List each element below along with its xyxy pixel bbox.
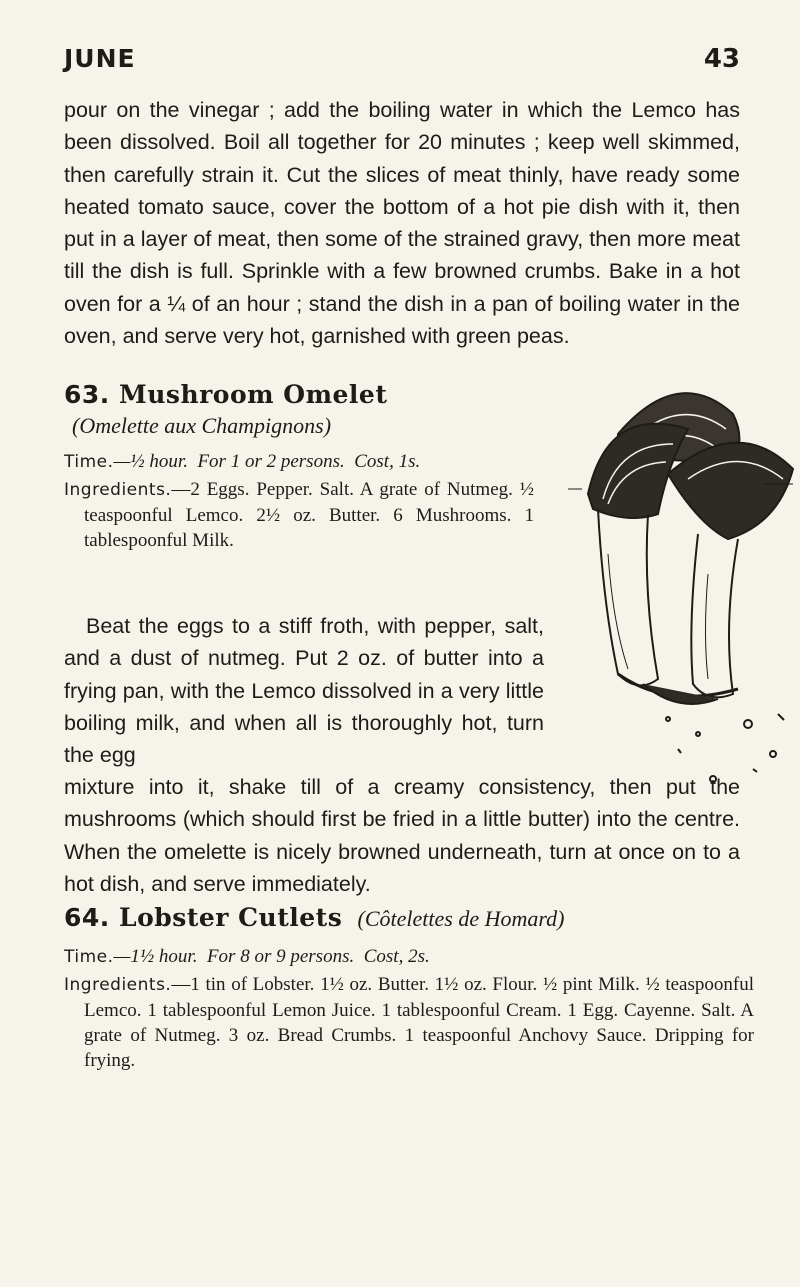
ingredients — [64, 477, 534, 553]
recipe-time-line — [64, 944, 754, 970]
recipe-name: Mushroom Omelet — [119, 380, 388, 409]
recipe-63-method-part-2: mixture into it, shake till of a creamy consistency, then put the mushrooms (which should first be fried in a little butter) into the centre. When the omelette is nicely browned underneath, turn at once on to a hot dish, and serve immediately. — [64, 775, 740, 896]
page-number: 43 — [703, 44, 740, 74]
recipe-number: 63. — [64, 380, 110, 409]
ingredients-list: —1 tin of Lobster. 1½ oz. Butter. 1½ oz. Flour. ½ pint Milk. ½ teaspoonful Lemco. 1 tablespoonful Lemon Juice. 1 tablespoonful Cream. 1 Egg. Cayenne. Salt. A grate of Nutmeg. 3 oz. Bread Crumbs. 1 teaspoonful Anchovy Sauce. Dripping for frying. — [84, 974, 754, 1071]
cost: Cost, 1s. — [354, 451, 421, 472]
mushroom-engraving-icon — [548, 374, 798, 794]
ingredients-label: Ingredients. — [64, 480, 172, 500]
recipe-name: Lobster Cutlets — [119, 903, 343, 932]
intro-paragraph: pour on the vinegar ; add the boiling water in which the Lemco has been dissolved. Boil all together for 20 minutes ; keep well skimmed, then carefully strain it. Cut the slices of meat thinly, have ready some heated tomato sauce, cover the bottom of a hot pie dish with it, then put in a layer of meat, then some of the strained gravy, then more meat till the dish is full. Sprinkle with a few browned crumbs. Bake in a hot oven for a ¼ of an hour ; stand the dish in a pan of boiling water in the oven, and serve very hot, garnished with green peas. — [64, 98, 740, 349]
running-head: JUNE — [64, 44, 136, 73]
recipe-subtitle: (Omelette aux Champignons) — [72, 413, 332, 438]
recipe-63-method-part-1: Beat the eggs to a stiff froth, with pepper, salt, and a dust of nutmeg. Put 2 oz. of butter into a frying pan, with the Lemco dissolved in a very little boiling milk, and when all is thoroughly hot, turn the egg — [64, 614, 544, 768]
ingredients-label: Ingredients. — [64, 975, 172, 995]
recipe-number: 64. — [64, 903, 110, 932]
time-value: —1½ hour. — [113, 946, 198, 967]
ingredients-list: —2 Eggs. Pepper. Salt. A grate of Nutmeg. ½ teaspoonful Lemco. 2½ oz. Butter. 6 Mushrooms. 1 tablespoonful Milk. — [84, 479, 534, 551]
time-label: Time. — [64, 947, 114, 967]
serves: For 1 or 2 persons. — [197, 451, 345, 472]
recipe-63 — [64, 380, 534, 553]
cost: Cost, 2s. — [363, 946, 430, 967]
ingredients — [64, 972, 754, 1073]
serves: For 8 or 9 persons. — [206, 946, 355, 967]
recipe-subtitle: (Côtelettes de Homard) — [357, 906, 565, 931]
recipe-time-line — [64, 449, 534, 475]
recipe-title — [64, 380, 534, 409]
page-header — [64, 44, 740, 84]
time-value: —½ hour. — [113, 451, 188, 472]
time-label: Time. — [64, 452, 114, 472]
recipe-64 — [64, 903, 754, 1073]
recipe-title — [64, 903, 754, 932]
